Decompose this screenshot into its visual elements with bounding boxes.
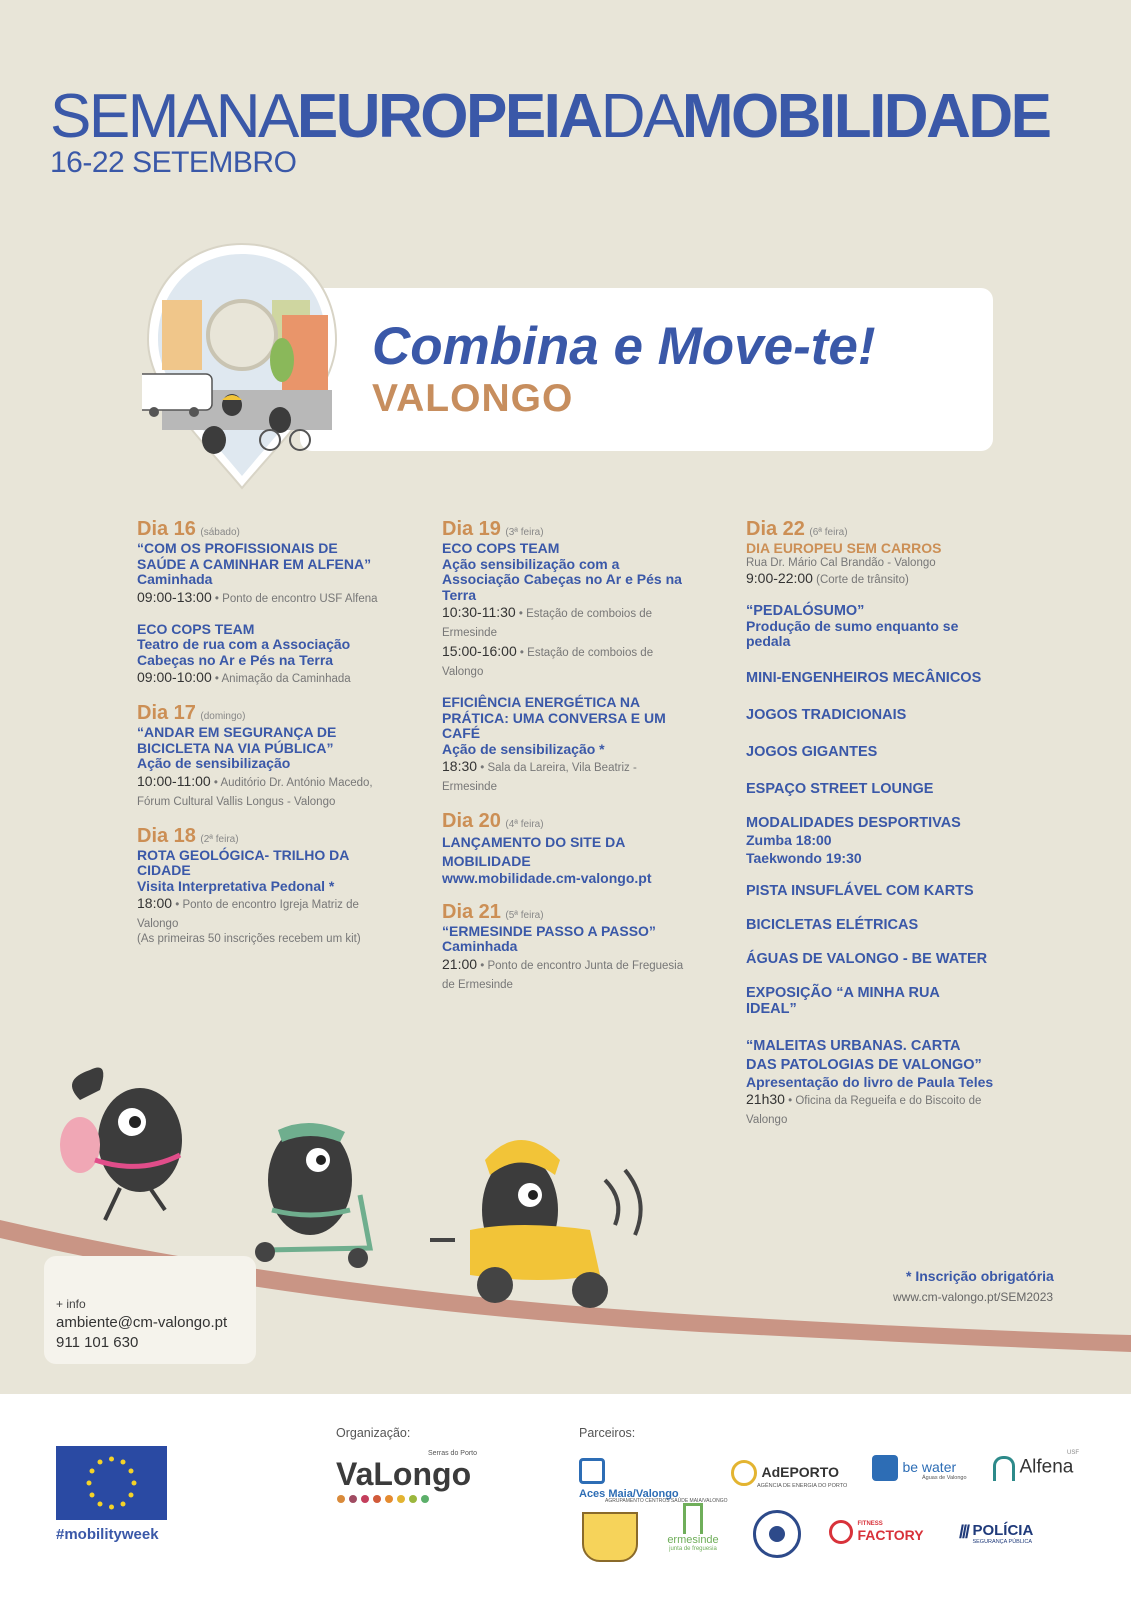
event-title: ROTA GEOLÓGICA- TRILHO DA CIDADE xyxy=(137,846,349,878)
partner-aces-logo xyxy=(579,1458,728,1504)
partner-ermesinde-logo xyxy=(663,1503,723,1552)
partner-subtitle: AGRUPAMENTO CENTROS SAÚDE MAIA/VALONGO xyxy=(605,1498,728,1504)
event-time: 21h30 xyxy=(746,1091,785,1107)
activity-description: Produção de sumo enquanto se pedala xyxy=(746,617,959,649)
event-place: • Oficina da Regueifa e do Biscoito de Valongo xyxy=(746,1095,982,1126)
star-seal-icon xyxy=(753,1510,801,1558)
day-heading xyxy=(137,702,387,725)
event-time: 18:00 xyxy=(137,895,173,911)
event-url[interactable]: www.mobilidade.cm-valongo.pt xyxy=(442,870,652,886)
event-type: Ação de sensibilização xyxy=(137,755,291,771)
city-name: VALONGO xyxy=(372,377,574,420)
psp-stripes-icon: /// xyxy=(959,1522,969,1542)
arch-icon xyxy=(993,1456,1015,1481)
day-number: Dia 16 xyxy=(137,518,196,540)
event-title: EFICIÊNCIA ENERGÉTICA NA PRÁTICA: UMA CONVERSA E UM CAFÉ xyxy=(442,694,666,741)
partner-name: Aces Maia/Valongo xyxy=(579,1488,679,1500)
event-description: Teatro de rua com a Associação Cabeças no Ar e Pés na Terra xyxy=(137,636,351,668)
sport-session: Taekwondo 19:30 xyxy=(746,849,862,866)
partners-label: Parceiros: xyxy=(579,1426,636,1440)
organization-label: Organização: xyxy=(336,1426,411,1440)
event-street: Rua Dr. Mário Cal Brandão - Valongo xyxy=(746,556,936,569)
title-part: EUROPEIA xyxy=(296,82,601,151)
event-dates: 16-22 SETEMBRO xyxy=(50,146,297,179)
event-time: 9:00-22:00 xyxy=(746,569,813,586)
event-time: 09:00-10:00 xyxy=(137,669,212,685)
info-email[interactable]: ambiente@cm-valongo.pt xyxy=(56,1314,228,1331)
event-title: LANÇAMENTO DO SITE DA MOBILIDADE xyxy=(442,834,625,869)
event-time: 21:00 xyxy=(442,955,478,972)
event-place: • Animação da Caminhada xyxy=(211,673,351,685)
activity-item: BICICLETAS ELÉTRICAS xyxy=(746,916,919,933)
partner-policia-logo xyxy=(959,1522,1033,1545)
day-heading xyxy=(442,518,692,541)
event-title: ECO COPS TEAM xyxy=(137,620,255,637)
partner-name: FACTORY xyxy=(857,1527,924,1543)
event-description: Ação sensibilização com a Associação Cabeças no Ar e Pés na Terra xyxy=(442,555,682,603)
partner-name: ermesinde xyxy=(667,1534,719,1546)
weekday: (5ª feira) xyxy=(505,909,544,921)
sun-icon xyxy=(731,1460,757,1486)
event-type: Ação de sensibilização * xyxy=(442,740,605,757)
factory-y-icon xyxy=(829,1520,853,1544)
partner-name: AdEPORTO xyxy=(761,1464,839,1481)
event-place: • Estação de comboios de Ermesinde xyxy=(442,608,653,639)
activity-title: “PEDALÓSUMO” xyxy=(746,602,865,619)
activity-item: JOGOS GIGANTES xyxy=(746,743,878,760)
footer xyxy=(0,1394,1131,1600)
title-part: MOBILIDADE xyxy=(681,82,1050,151)
partner-subtitle: junta de freguesia xyxy=(669,1546,717,1552)
day-number: Dia 17 xyxy=(137,702,196,724)
weekday: (2ª feira) xyxy=(200,833,239,845)
partner-alfena-logo xyxy=(993,1450,1079,1481)
day-number: Dia 18 xyxy=(137,824,196,847)
day-number: Dia 19 xyxy=(442,518,501,540)
book-description: Apresentação do livro de Paula Teles xyxy=(746,1073,994,1090)
valongo-logo-text: VaLongo xyxy=(336,1456,472,1492)
water-drop-icon xyxy=(872,1455,898,1481)
partner-bewater-logo xyxy=(872,1455,967,1481)
program-column-1 xyxy=(137,518,387,959)
info-label: + info xyxy=(56,1297,86,1311)
day-number: Dia 20 xyxy=(442,810,501,832)
day-number: Dia 22 xyxy=(746,518,805,540)
program-column-2 xyxy=(442,518,692,1008)
event-place: • Ponto de encontro USF Alfena xyxy=(211,592,378,605)
partner-name: POLÍCIA xyxy=(972,1522,1034,1540)
partner-subtitle: AGÊNCIA DE ENERGIA DO PORTO xyxy=(757,1483,848,1489)
slogan: Combina e Move-te! xyxy=(372,317,876,376)
partner-subtitle: FITNESS xyxy=(857,1521,883,1527)
activity-item: MINI-ENGENHEIROS MECÂNICOS xyxy=(746,669,982,686)
partner-name: Alfena xyxy=(1019,1456,1074,1478)
website-url[interactable]: www.cm-valongo.pt/SEM2023 xyxy=(893,1290,1054,1304)
event xyxy=(442,833,692,887)
event-place: • Auditório Dr. António Macedo, Fórum Cultural Vallis Longus - Valongo xyxy=(137,776,373,808)
day-heading xyxy=(442,810,692,833)
weekday: (domingo) xyxy=(200,711,246,722)
day-heading xyxy=(137,825,387,848)
event xyxy=(137,725,387,811)
title-part: DA xyxy=(600,82,682,151)
event-note: (As primeiras 50 inscrições recebem um kit) xyxy=(137,933,361,945)
day-heading xyxy=(137,518,387,541)
partner-subtitle: SEGURANÇA PÚBLICA xyxy=(972,1539,1033,1546)
sport-session: Zumba 18:00 xyxy=(746,831,832,848)
event-type: Visita Interpretativa Pedonal * xyxy=(137,877,335,894)
weekday: (6ª feira) xyxy=(809,527,848,538)
weekday: (4ª feira) xyxy=(505,819,544,830)
event-place: • Ponto de encontro Junta de Freguesia de Ermesinde xyxy=(442,959,684,991)
activity-item: ESPAÇO STREET LOUNGE xyxy=(746,780,934,797)
activity-title: MODALIDADES DESPORTIVAS xyxy=(746,814,961,831)
poster-title xyxy=(50,82,1050,151)
activity-item: ÁGUAS DE VALONGO - BE WATER xyxy=(746,950,988,967)
valongo-dots-icon xyxy=(336,1494,436,1504)
event-title: “COM OS PROFISSIONAIS DE SAÚDE A CAMINHAR EM ALFENA” xyxy=(137,540,372,572)
eu-flag-icon xyxy=(56,1446,167,1520)
partner-adeporto-logo xyxy=(731,1460,847,1489)
weekday: (sábado) xyxy=(200,527,240,538)
activity-item: JOGOS TRADICIONAIS xyxy=(746,706,907,723)
program-column-3 xyxy=(746,518,1006,1129)
event xyxy=(442,924,692,994)
event-title: “ERMESINDE PASSO A PASSO” xyxy=(442,922,656,939)
signup-note: * Inscrição obrigatória xyxy=(906,1268,1054,1284)
event-time: 10:00-11:00 xyxy=(137,772,211,789)
day-heading xyxy=(746,518,1006,541)
event xyxy=(137,622,387,689)
event xyxy=(442,541,692,681)
coat-of-arms-icon xyxy=(582,1512,638,1562)
event-time-note: (Corte de trânsito) xyxy=(812,573,909,586)
event-place: • Ponto de encontro Igreja Matriz de Valongo xyxy=(137,899,359,930)
day-heading xyxy=(442,901,692,924)
event-title: “ANDAR EM SEGURANÇA DE BICICLETA NA VIA PÚBLICA” xyxy=(137,724,337,756)
activity-item: PISTA INSUFLÁVEL COM KARTS xyxy=(746,882,974,899)
event-time: 10:30-11:30 xyxy=(442,604,516,620)
partner-fitness-factory-logo xyxy=(829,1520,924,1544)
activity-item: EXPOSIÇÃO “A MINHA RUA IDEAL” xyxy=(746,984,940,1017)
car-free-day-title: DIA EUROPEU SEM CARROS xyxy=(746,540,942,556)
title-part: SEMANA xyxy=(50,82,297,151)
event-place: • Sala da Lareira, Vila Beatriz - Ermesinde xyxy=(442,762,637,793)
event-time: 15:00-16:00 xyxy=(442,643,517,659)
hashtag: #mobilityweek xyxy=(56,1526,159,1543)
tower-icon xyxy=(683,1503,703,1534)
event-type: Caminhada xyxy=(137,571,213,587)
event xyxy=(137,848,387,946)
partner-subtitle: Águas de Valongo xyxy=(922,1475,967,1481)
partner-name: be water xyxy=(902,1459,957,1476)
event xyxy=(137,541,387,608)
event-type: Caminhada xyxy=(442,938,518,954)
cross-icon xyxy=(579,1458,605,1484)
partner-subtitle: USF xyxy=(1067,1450,1079,1456)
event-title: ECO COPS TEAM xyxy=(442,540,560,556)
info-phone[interactable]: 911 101 630 xyxy=(56,1334,139,1351)
valongo-logo-tagline: Serras do Porto xyxy=(428,1450,478,1457)
valongo-logo xyxy=(336,1450,478,1493)
event-place: • Estação de comboios de Valongo xyxy=(442,647,654,678)
event xyxy=(442,695,692,796)
event-time: 09:00-13:00 xyxy=(137,588,212,605)
book-title: “MALEITAS URBANAS. CARTA DAS PATOLOGIAS DE VALONGO” xyxy=(746,1037,982,1073)
event-time: 18:30 xyxy=(442,758,478,774)
weekday: (3ª feira) xyxy=(505,527,544,538)
location-pin-illustration xyxy=(142,240,342,492)
day-number: Dia 21 xyxy=(442,900,501,923)
